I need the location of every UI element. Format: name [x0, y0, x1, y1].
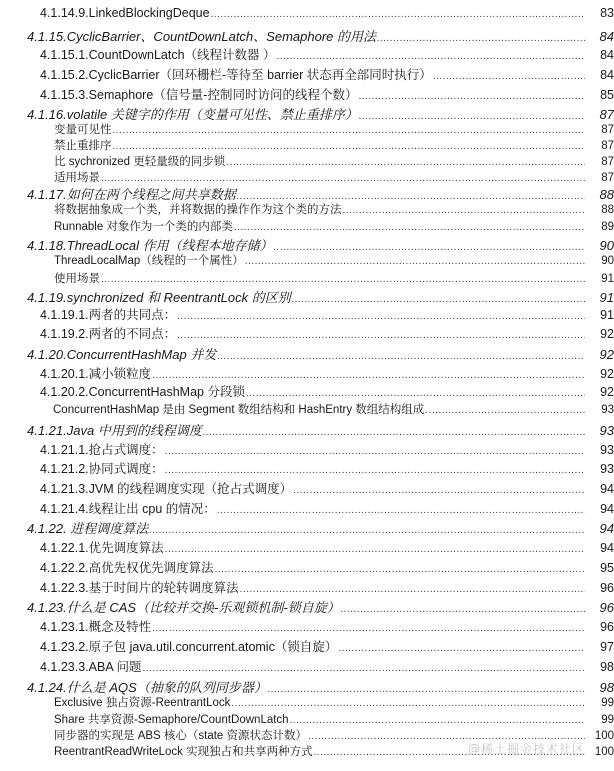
entry-number: 4.1.15.1. [40, 48, 89, 62]
toc-entry[interactable] [0, 121, 614, 137]
entry-title: ThreadLocalMap（线程的一个属性） [54, 255, 244, 267]
entry-page: 91 [600, 308, 614, 322]
entry-number: 4.1.14.9. [40, 6, 89, 20]
dot-leader [215, 564, 585, 575]
entry-title: JVM 的线程调度实现（抢占式调度） [88, 482, 293, 496]
entry-page: 87 [599, 107, 614, 122]
dot-leader [338, 643, 585, 654]
entry-page: 83 [600, 6, 614, 20]
watermark: @稀土掘金技术社区 [468, 742, 586, 756]
entry-number: 4.1.21. [27, 423, 67, 438]
entry-title: Runnable 对象作为一个类的内部类 [54, 221, 233, 233]
entry-title: 比 sychronized 更轻量级的同步锁 [54, 156, 226, 168]
entry-page: 87 [601, 172, 614, 184]
toc-entry[interactable] [0, 657, 614, 675]
entry-page: 87 [601, 140, 614, 152]
entry-title: 同步器的实现是 ABS 核心（state 资源状态计数） [54, 730, 308, 742]
dot-leader [425, 405, 585, 416]
entry-number: 4.1.15. [27, 29, 67, 44]
entry-title: 两者的不同点： [88, 327, 177, 341]
entry-number: 4.1.21.1. [40, 443, 89, 457]
entry-number: 4.1.20.1. [40, 367, 89, 381]
entry-number: 4.1.17. [27, 187, 67, 202]
entry-title: 什么是 CAS（比较并交换-乐观锁机制-锁自旋） [66, 600, 340, 615]
toc-entry[interactable] [0, 324, 614, 342]
toc-entry[interactable] [0, 153, 614, 169]
entry-number: 4.1.21.2. [40, 462, 89, 476]
entry-page: 96 [600, 581, 614, 595]
entry-page: 99 [601, 697, 614, 709]
entry-title: 禁止重排序 [54, 140, 112, 152]
dot-leader [246, 388, 585, 399]
entry-number: 4.1.20.2. [40, 385, 89, 399]
entry-page: 87 [601, 156, 614, 168]
entry-page: 94 [599, 521, 614, 536]
entry-title: ConcurrentHashMap 是由 Segment 数组结构和 HashEntry 数组结构组成 [53, 404, 425, 416]
dot-leader [277, 51, 585, 62]
toc-entry[interactable] [0, 6, 614, 20]
toc-entry[interactable] [0, 711, 614, 727]
entry-number: 4.1.22.1. [40, 541, 89, 555]
toc-entry[interactable] [0, 287, 614, 306]
entry-number: 4.1.15.3. [40, 88, 89, 102]
dot-leader [341, 604, 585, 615]
entry-page: 92 [599, 347, 614, 362]
dot-leader [226, 157, 585, 168]
dot-leader [377, 33, 585, 44]
entry-title: Exclusive 独占资源-ReentrantLock [54, 697, 231, 709]
toc-entry[interactable] [0, 45, 614, 63]
toc-entry[interactable] [0, 305, 614, 323]
entry-title: Java 中用到的线程调度 [66, 423, 202, 438]
entry-title: 什么是 AQS（抽象的队列同步器） [66, 680, 267, 695]
entry-title: ConcurrentHashMap 分段锁 [88, 385, 245, 399]
entry-title: 线程让出 cpu 的情况： [88, 502, 216, 516]
dot-leader [165, 465, 585, 476]
toc-entry[interactable] [0, 169, 614, 185]
dot-leader [152, 623, 585, 634]
toc-entry[interactable] [0, 597, 614, 616]
dot-leader [165, 544, 585, 555]
entry-number: 4.1.23. [27, 600, 67, 615]
entry-page: 92 [600, 367, 614, 381]
dot-leader [177, 311, 585, 322]
entry-page: 94 [600, 502, 614, 516]
entry-page: 89 [601, 221, 614, 233]
toc-entry[interactable] [0, 85, 614, 103]
dot-leader [293, 485, 585, 496]
entry-page: 100 [594, 746, 614, 758]
entry-number: 4.1.23.3. [40, 660, 89, 674]
entry-title: synchronized 和 ReentrantLock 的区别 [66, 290, 291, 305]
entry-number: 4.1.24. [27, 680, 67, 695]
dot-leader [203, 427, 585, 438]
entry-number: 4.1.22.2. [40, 561, 89, 575]
toc-entry[interactable] [0, 270, 614, 286]
dot-leader [177, 330, 585, 341]
entry-page: 98 [600, 660, 614, 674]
entry-number: 4.1.21.3. [40, 482, 89, 496]
entry-title: ThreadLocal 作用（线程本地存储） [66, 238, 273, 253]
entry-page: 96 [600, 620, 614, 634]
toc-entry[interactable] [0, 518, 614, 537]
entry-number: 4.1.23.1. [40, 620, 89, 634]
entry-title: Share 共享资源-Semaphore/CountDownLatch [54, 714, 289, 726]
entry-number: 4.1.19. [27, 290, 67, 305]
entry-title: ABA 问题 [88, 660, 142, 674]
entry-title: 原子包 java.util.concurrent.atomic（锁自旋） [88, 640, 338, 654]
entry-number: 4.1.18. [27, 238, 67, 253]
toc-entry[interactable] [0, 218, 614, 234]
dot-leader [113, 125, 586, 136]
entry-title: 如何在两个线程之间共享数据 [66, 187, 236, 202]
toc-entry[interactable] [0, 137, 614, 153]
entry-page: 91 [601, 273, 614, 285]
entry-title: 协同式调度： [88, 462, 164, 476]
dot-leader [113, 141, 586, 152]
entry-page: 99 [601, 714, 614, 726]
dot-leader [343, 205, 586, 216]
entry-number: 4.1.19.1. [40, 308, 89, 322]
toc-entry[interactable] [0, 479, 614, 497]
entry-page: 88 [601, 204, 614, 216]
toc-entry[interactable] [0, 694, 614, 710]
entry-number: 4.1.22.3. [40, 581, 89, 595]
entry-title: 减小锁粒度 [88, 367, 152, 381]
entry-title: 将数据抽象成一个类，并将数据的操作作为这个类的方法 [54, 204, 342, 216]
toc-entry[interactable] [0, 201, 614, 217]
entry-page: 93 [600, 443, 614, 457]
dot-leader [149, 525, 585, 536]
entry-page: 92 [600, 385, 614, 399]
toc-entry[interactable] [0, 499, 614, 517]
entry-title: 抢占式调度： [88, 443, 164, 457]
entry-page: 84 [600, 48, 614, 62]
entry-number: 4.1.22. [27, 521, 67, 536]
toc-entry[interactable] [0, 578, 614, 596]
entry-page: 88 [599, 187, 614, 202]
dot-leader [290, 715, 585, 726]
entry-number: 4.1.21.4. [40, 502, 89, 516]
toc-entry[interactable] [0, 558, 614, 576]
entry-number: 4.1.23.2. [40, 640, 89, 654]
entry-page: 94 [600, 482, 614, 496]
entry-title: CountDownLatch（线程计数器 ） [88, 48, 276, 62]
dot-leader [231, 698, 585, 709]
entry-page: 98 [599, 680, 614, 695]
entry-page: 95 [600, 561, 614, 575]
entry-title: 适用场景 [54, 172, 100, 184]
entry-title: ReentrantReadWriteLock 实现独占和共享两种方式 [54, 746, 313, 758]
entry-page: 85 [600, 88, 614, 102]
dot-leader [217, 505, 585, 516]
toc-entry[interactable] [0, 440, 614, 458]
dot-leader [142, 663, 585, 674]
entry-title: 高优先权优先调度算法 [88, 561, 214, 575]
entry-page: 93 [600, 462, 614, 476]
entry-title: CyclicBarrier、CountDownLatch、Semaphore 的用法 [66, 29, 376, 44]
entry-page: 96 [599, 600, 614, 615]
entry-title: ConcurrentHashMap 并发 [66, 347, 217, 362]
entry-page: 87 [601, 124, 614, 136]
toc-entry[interactable] [0, 420, 614, 439]
toc-entry[interactable] [0, 65, 614, 83]
dot-leader [101, 173, 585, 184]
dot-leader [165, 446, 585, 457]
entry-page: 93 [599, 423, 614, 438]
entry-title: 变量可见性 [54, 124, 112, 136]
toc-entry[interactable] [0, 401, 614, 417]
entry-title: volatile 关键字的作用（变量可见性、禁止重排序） [66, 107, 358, 122]
entry-number: 4.1.16. [27, 107, 67, 122]
entry-page: 84 [600, 68, 614, 82]
dot-leader [211, 9, 585, 20]
toc-entry[interactable] [0, 26, 614, 45]
dot-leader [101, 274, 585, 285]
entry-title: 基于时间片的轮转调度算法 [88, 581, 239, 595]
entry-number: 4.1.20. [27, 347, 67, 362]
entry-title: 进程调度算法 [70, 521, 149, 536]
dot-leader [433, 71, 585, 82]
dot-leader [292, 294, 585, 305]
toc-entry[interactable] [0, 617, 614, 635]
entry-page: 90 [601, 255, 614, 267]
entry-page: 94 [600, 541, 614, 555]
dot-leader [217, 351, 585, 362]
dot-leader [358, 91, 585, 102]
toc-entry[interactable] [0, 538, 614, 556]
toc-entry[interactable] [0, 344, 614, 363]
dot-leader [245, 256, 585, 267]
entry-page: 100 [594, 730, 614, 742]
entry-title: 优先调度算法 [88, 541, 164, 555]
toc-entry[interactable] [0, 459, 614, 477]
entry-page: 84 [599, 29, 614, 44]
entry-page: 93 [601, 404, 614, 416]
dot-leader [240, 584, 585, 595]
entry-title: Semaphore（信号量-控制同时访问的线程个数） [88, 88, 358, 102]
entry-title: CyclicBarrier（回环栅栏-等待至 barrier 状态再全部同时执行） [88, 68, 432, 82]
entry-number: 4.1.19.2. [40, 327, 89, 341]
toc-entry[interactable] [0, 637, 614, 655]
dot-leader [152, 370, 585, 381]
entry-title: 概念及特性 [88, 620, 152, 634]
entry-page: 90 [599, 238, 614, 253]
entry-title: 使用场景 [54, 273, 100, 285]
entry-number: 4.1.15.2. [40, 68, 89, 82]
toc-entry[interactable] [0, 252, 614, 268]
entry-title: 两者的共同点： [88, 308, 177, 322]
entry-page: 92 [600, 327, 614, 341]
dot-leader [234, 222, 585, 233]
entry-title: LinkedBlockingDeque [88, 6, 210, 20]
entry-page: 91 [599, 290, 614, 305]
toc-entry[interactable] [0, 364, 614, 382]
entry-page: 97 [600, 640, 614, 654]
toc-entry[interactable] [0, 382, 614, 400]
